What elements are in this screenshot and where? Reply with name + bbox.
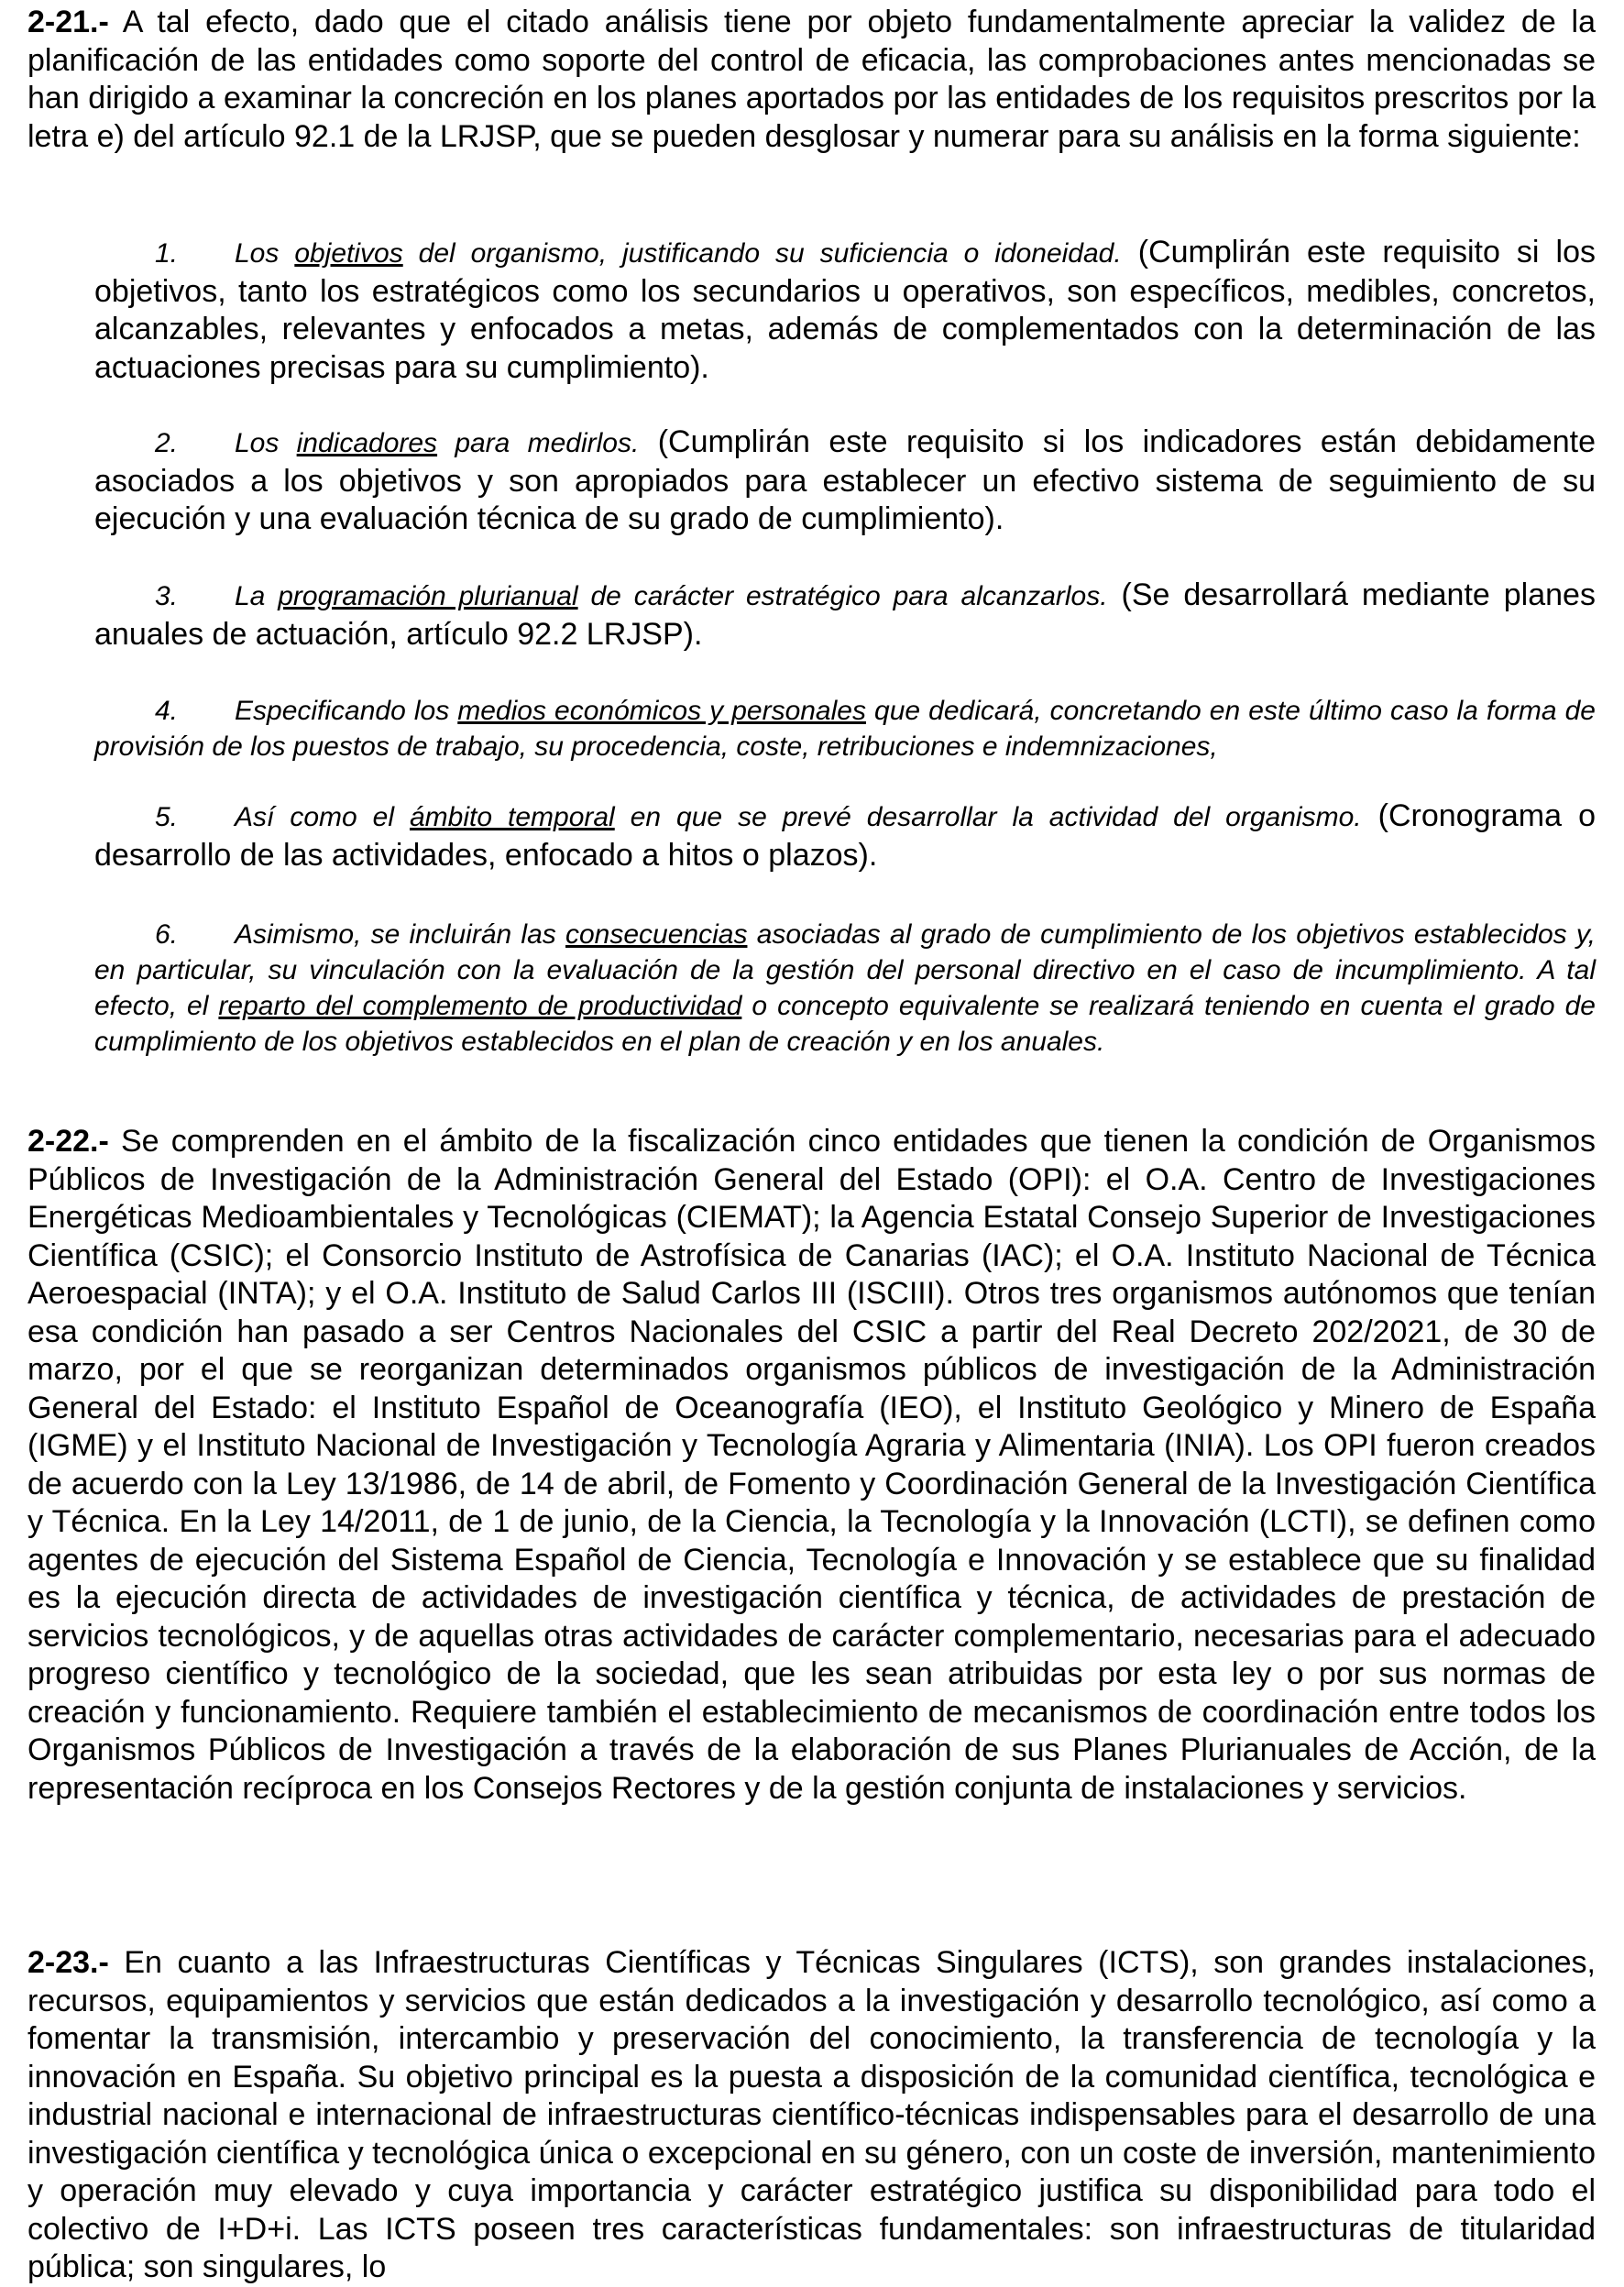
item-lead-in: Especificando los <box>235 696 458 726</box>
item-number: 4. <box>155 696 179 726</box>
item-lead-out: del organismo, justificando su suficiencia o idoneidad. <box>402 238 1122 269</box>
item-key-term: medios económicos y personales <box>457 696 866 726</box>
item-lead-out: de carácter estratégico para alcanzarlos. <box>577 581 1108 611</box>
paragraph-number: 2-23.- <box>27 1945 109 1980</box>
list-item <box>94 797 1596 874</box>
item-number: 6. <box>155 919 179 950</box>
item-number: 2. <box>155 428 179 458</box>
item-number: 1. <box>155 238 179 269</box>
list-item <box>94 577 1596 654</box>
item-key-term: indicadores <box>296 428 438 458</box>
paragraph-number: 2-22.- <box>27 1124 109 1159</box>
item-lead-in: Los <box>235 428 297 458</box>
list-item <box>94 423 1596 539</box>
paragraph-text: Se comprenden en el ámbito de la fiscalización cinco entidades que tienen la condición de Organismos Públicos de Investigación de la Administración General del Estado (OPI): el O.A. Centro de Investigaciones Energéticas Medioambientales y Tecnológicas (CIEMAT); la Agencia Estatal Consejo Superior de Investigaciones Científica (CSIC); el Consorcio Instituto de Astrofísica de Canarias (IAC); el O.A. Instituto Nacional de Técnica Aeroespacial (INTA); y el O.A. Instituto de Salud Carlos III (ISCIII). Otros tres organismos autónomos que tenían esa condición han pasado a ser Centros Nacionales del CSIC a partir del Real Decreto 202/2021, de 30 de marzo, por el que se reorganizan determinados organismos públicos de investigación de la Administración General del Estado: el Instituto Español de Oceanografía (IEO), el Instituto Geológico y Minero de España (IGME) y el Instituto Nacional de Investigación y Tecnología Agraria y Alimentaria (INIA). Los OPI fueron creados de acuerdo con la Ley 13/1986, de 14 de abril, de Fomento y Coordinación General de la Investigación Científica y Técnica. En la Ley 14/2011, de 1 de junio, de la Ciencia, la Tecnología y la Innovación (LCTI), se definen como agentes de ejecución del Sistema Español de Ciencia, Tecnología e Innovación y se establece que su finalidad es la ejecución directa de actividades de investigación científica y técnica, de actividades de prestación de servicios tecnológicos, y de aquellas otras actividades de carácter complementario, necesarias para el adecuado progreso científico y tecnológico de la sociedad, que les sean atribuidas por esta ley o por sus normas de creación y funcionamiento. Requiere también el establecimiento de mecanismos de coordinación entre todos los Organismos Públicos de Investigación a través de la elaboración de sus Planes Plurianuales de Acción, de la representación recíproca en los Consejos Rectores y de la gestión conjunta de instalaciones y servicios. <box>27 1124 1596 1806</box>
paragraph-2-23 <box>27 1944 1596 2287</box>
item-lead-in: Así como el <box>235 802 410 832</box>
item-lead-out-2: o concepto equivalente se realizará teniendo en cuenta el grado de cumplimiento de los objetivos establecidos en el plan de creación y en los anuales. <box>94 991 1596 1057</box>
paragraph-text: A tal efecto, dado que el citado análisis tiene por objeto fundamentalmente apreciar la validez de la planificación de las entidades como soporte del control de eficacia, las comprobaciones antes mencionadas se han dirigido a examinar la concreción en los planes aportados por las entidades de los requisitos prescritos por la letra e) del artículo 92.1 de la LRJSP, que se pueden desglosar y numerar para su análisis en la forma siguiente: <box>27 5 1596 154</box>
item-key-term: consecuencias <box>565 919 748 950</box>
item-lead-in: La <box>235 581 279 611</box>
paragraph-number: 2-21.- <box>27 5 109 39</box>
paragraph-text: En cuanto a las Infraestructuras Científicas y Técnicas Singulares (ICTS), son grandes instalaciones, recursos, equipamientos y servicios que están dedicados a la investigación y desarrollo tecnológico, así como a fomentar la transmisión, intercambio y preservación del conocimiento, la transferencia de tecnología y la innovación en España. Su objetivo principal es la puesta a disposición de la comunidad científica, tecnológica e industrial nacional e internacional de infraestructuras científico-técnicas indispensables para el desarrollo de una investigación científica y tecnológica única o excepcional en su género, con un coste de inversión, mantenimiento y operación muy elevado y cuya importancia y carácter estratégico justifica su disponibilidad para todo el colectivo de I+D+i. Las ICTS poseen tres características fundamentales: son infraestructuras de titularidad pública; son singulares, lo <box>27 1945 1596 2284</box>
item-key-term-2: reparto del complemento de productividad <box>218 991 742 1021</box>
item-lead-out: que dedicará, concretando en este último caso la forma de provisión de los puestos de trabajo, su procedencia, coste, retribuciones e indemnizaciones, <box>94 696 1596 762</box>
item-lead-in: Asimismo, se incluirán las <box>235 919 565 950</box>
item-explanation: (Cumplirán este requisito si los objetivos, tanto los estratégicos como los secundarios u operativos, son específicos, medibles, concretos, alcanzables, relevantes y enfocados a metas, además de complementados con la determinación de las actuaciones precisas para su cumplimiento). <box>94 235 1596 385</box>
item-lead-in: Los <box>235 238 295 269</box>
list-item <box>94 917 1596 1060</box>
item-explanation: (Cronograma o desarrollo de las actividades, enfocado a hitos o plazos). <box>94 798 1596 873</box>
item-key-term: ámbito temporal <box>409 802 615 832</box>
item-explanation: (Cumplirán este requisito si los indicadores están debidamente asociados a los objetivos y son apropiados para establecer un efectivo sistema de seguimiento de su ejecución y una evaluación técnica de su grado de cumplimiento). <box>94 424 1596 536</box>
item-lead-out: en que se prevé desarrollar la actividad del organismo. <box>614 802 1362 832</box>
item-explanation: (Se desarrollará mediante planes anuales de actuación, artículo 92.2 LRJSP). <box>94 577 1596 652</box>
list-item <box>94 234 1596 387</box>
paragraph-2-21 <box>27 4 1596 156</box>
item-number: 5. <box>155 802 179 832</box>
paragraph-2-22 <box>27 1123 1596 1808</box>
item-number: 3. <box>155 581 179 611</box>
item-lead-out: para medirlos. <box>437 428 640 458</box>
item-key-term: objetivos <box>294 238 403 269</box>
item-lead-out: asociadas al grado de cumplimiento de los objetivos establecidos y, en particular, su vinculación con la evaluación de la gestión del personal directivo en el caso de incumplimiento. A tal efecto, el <box>94 919 1596 1021</box>
list-item <box>94 693 1596 764</box>
item-key-term: programación plurianual <box>278 581 578 611</box>
